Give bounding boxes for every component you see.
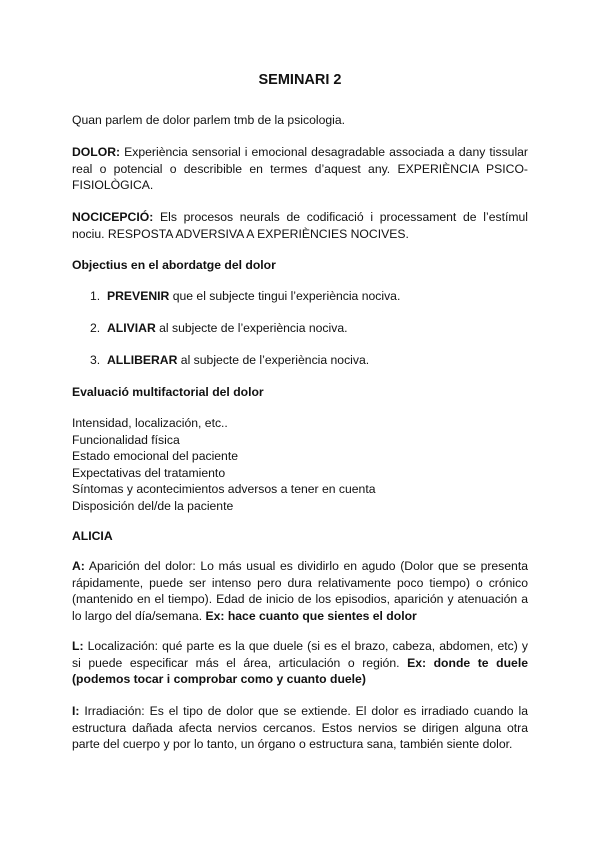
nocicepcio-text: Els procesos neurals de codificació i processament de l’estímul nociu. RESPOSTA ADVERSIVA A EXPERIÈNCIES NOCIVES.: [72, 210, 528, 241]
alicia-a-example: Ex: hace cuanto que sientes el dolor: [205, 608, 417, 623]
dolor-definition: [72, 144, 528, 194]
list-text: al subjecte de l’experiència nociva.: [177, 353, 370, 367]
list-text: al subjecte de l’experiència nociva.: [155, 321, 348, 335]
list-text: que el subjecte tingui l’experiència nociva.: [169, 289, 401, 303]
alicia-a-text: Aparición del dolor: Lo más usual es dividirlo en agudo (Dolor que se presenta rápidamente, puede ser intenso pero dura relativamente poco tiempo) o crónico (mantenido en el tiempo). Edad de inicio de los episodios, aparición y atenuación a lo largo del día/semana.: [72, 559, 528, 623]
evaluacio-line: Intensidad, localización, etc..: [72, 416, 228, 430]
list-term: PREVENIR: [107, 289, 170, 303]
evaluacio-line: Síntomas y acontecimientos adversos a tener en cuenta: [72, 482, 376, 496]
nocicepcio-term: NOCICEPCIÓ:: [72, 210, 154, 224]
list-number: 1.: [90, 289, 101, 303]
alicia-heading: ALICIA: [72, 529, 113, 543]
list-number: 3.: [90, 353, 101, 367]
alicia-i-term: I:: [72, 704, 80, 718]
alicia-i-paragraph: [72, 703, 528, 753]
evaluacio-line: Funcionalidad física: [72, 432, 180, 447]
page-title: SEMINARI 2: [258, 72, 342, 88]
alicia-l-text: Localización: qué parte es la que duele (si es el brazo, cabeza, abdomen, etc) y si puede especificar más el área, articulación o región.: [72, 639, 528, 670]
list-number: 2.: [90, 321, 101, 335]
evaluacio-line: Estado emocional del paciente: [72, 449, 238, 463]
objectius-heading: Objectius en el abordatge del dolor: [72, 258, 276, 272]
dolor-text: Experiència sensorial i emocional desagradable associada a dany tissular real o potencial o describible en termes d’aquest any. EXPERIÈNCIA PSICO-FISIOLÒGICA.: [72, 145, 528, 192]
alicia-l-term: L:: [72, 639, 84, 653]
nocicepcio-definition: [72, 209, 528, 242]
alicia-l-example: Ex: donde te duele (podemos tocar i comprobar como y cuanto duele): [72, 655, 528, 686]
list-term: ALLIBERAR: [107, 353, 178, 367]
intro-paragraph: Quan parlem de dolor parlem tmb de la psicologia.: [72, 113, 346, 127]
evaluacio-heading: Evaluació multifactorial del dolor: [72, 385, 264, 399]
alicia-a-paragraph: [72, 558, 528, 624]
objectius-item-1: [90, 288, 510, 305]
alicia-a-term: A:: [72, 559, 85, 573]
evaluacio-line: Disposición del/de la paciente: [72, 498, 234, 513]
objectius-item-2: [90, 320, 510, 337]
evaluacio-line: Expectativas del tratamiento: [72, 465, 226, 480]
evaluacio-list: [72, 415, 528, 514]
alicia-l-paragraph: [72, 638, 528, 688]
objectius-item-3: [90, 352, 510, 369]
list-term: ALIVIAR: [107, 321, 156, 335]
dolor-term: DOLOR:: [72, 145, 121, 159]
alicia-i-text: Irradiación: Es el tipo de dolor que se extiende. El dolor es irradiado cuando la estructura dañada afecta nervios cercanos. Estos nervios se dirigen alguna otra parte del cuerpo y por lo tanto, un órgano o estructura sana, también siente dolor.: [72, 704, 528, 751]
